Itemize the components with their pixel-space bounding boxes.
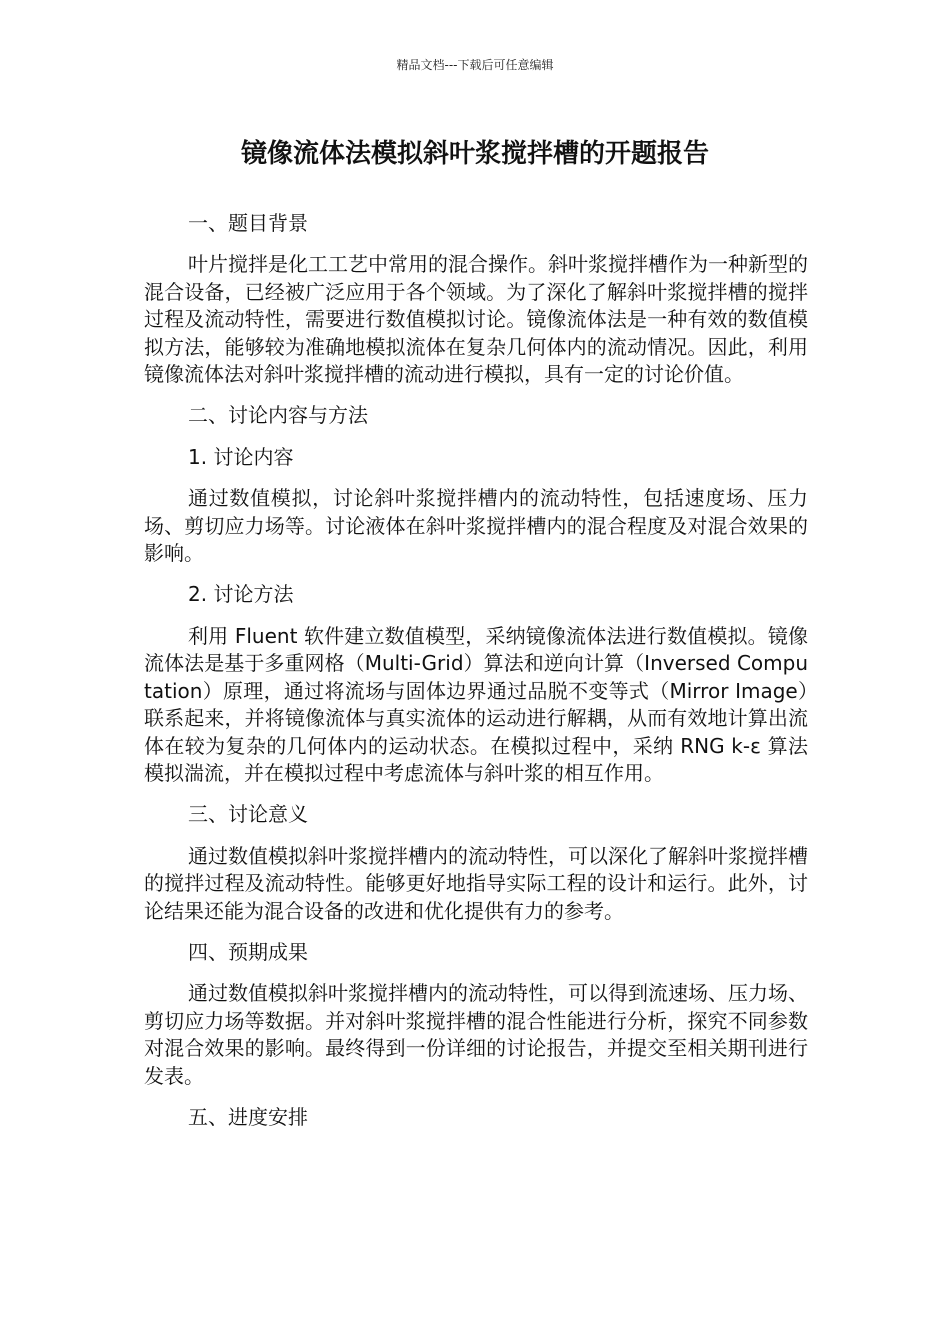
page-header: 精品文档---下载后可任意编辑 — [396, 58, 554, 72]
document-body — [144, 210, 808, 1145]
section-heading-background: 一、题目背景 — [188, 211, 308, 235]
paragraph-significance: 通过数值模拟斜叶浆搅拌槽内的流动特性，可以深化了解斜叶浆搅拌槽的搅拌过程及流动特性。能够更好地指导实际工程的设计和运行。此外，讨论结果还能为混合设备的改进和优化提供有力的参考。 — [144, 843, 808, 923]
document-title: 镜像流体法模拟斜叶浆搅拌槽的开题报告 — [240, 139, 709, 169]
paragraph-method: 利用 Fluent 软件建立数值模型，采纳镜像流体法进行数值模拟。镜像流体法是基于多重网格（Multi-Grid）算法和逆向计算（Inversed Computation）原理，通过将流场与固体边界通过品脱不变等式（Mirror Image）联系起来，并将镜像流体与真实流体的运动进行解耦，从而有效地计算出流体在较为复杂的几何体内的运动状态。在模拟过程中，采纳 RNG k-ε 算法模拟湍流，并在模拟过程中考虑流体与斜叶浆的相互作用。 — [144, 623, 808, 785]
paragraph-expected-results: 通过数值模拟斜叶浆搅拌槽内的流动特性，可以得到流速场、压力场、剪切应力场等数据。并对斜叶浆搅拌槽的混合性能进行分析，探究不同参数对混合效果的影响。最终得到一份详细的讨论报告，并提交至相关期刊进行发表。 — [144, 981, 808, 1088]
paragraph-background: 叶片搅拌是化工工艺中常用的混合操作。斜叶浆搅拌槽作为一种新型的混合设备，已经被广泛应用于各个领域。为了深化了解斜叶浆搅拌槽的搅拌过程及流动特性，需要进行数值模拟讨论。镜像流体法是一种有效的数值模拟方法，能够较为准确地模拟流体在复杂几何体内的流动情况。因此，利用镜像流体法对斜叶浆搅拌槽的流动进行模拟，具有一定的讨论价值。 — [144, 252, 808, 387]
subheading-method: 2. 讨论方法 — [188, 582, 294, 607]
paragraph-content: 通过数值模拟，讨论斜叶浆搅拌槽内的流动特性，包括速度场、压力场、剪切应力场等。讨论液体在斜叶浆搅拌槽内的混合程度及对混合效果的影响。 — [144, 486, 808, 566]
subheading-content: 1. 讨论内容 — [188, 444, 294, 469]
section-heading-significance: 三、讨论意义 — [188, 802, 308, 827]
section-heading-schedule: 五、进度安排 — [188, 1104, 308, 1129]
section-heading-expected-results: 四、预期成果 — [188, 939, 308, 964]
section-heading-content-method: 二、讨论内容与方法 — [188, 403, 368, 428]
